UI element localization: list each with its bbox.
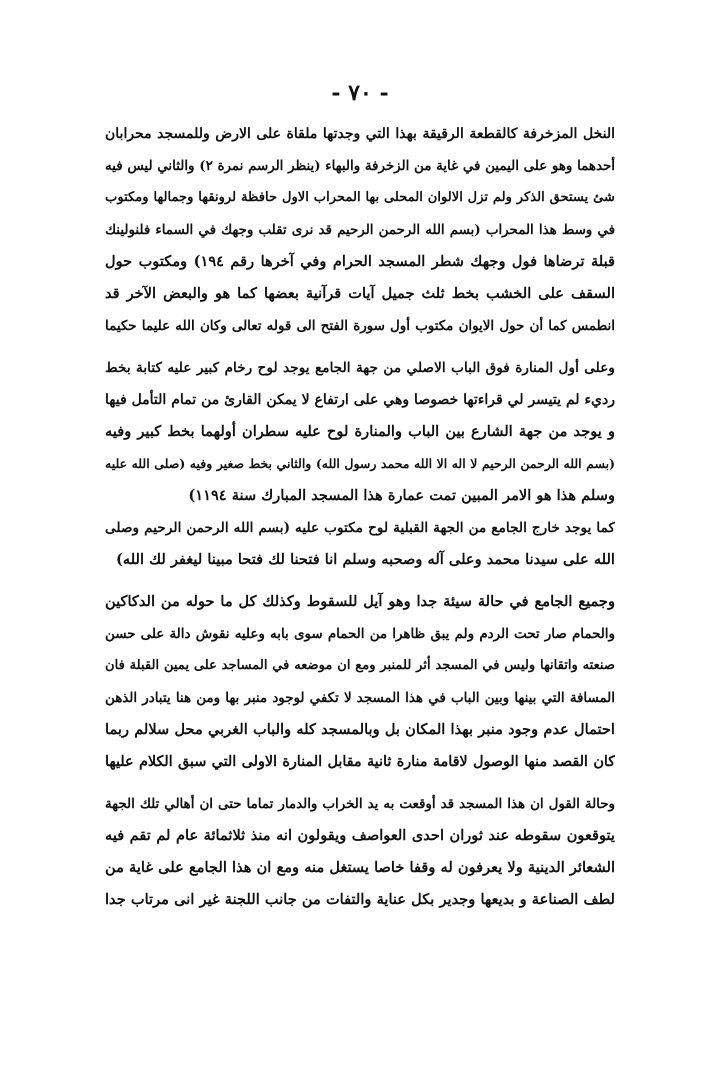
text-line: صنعته واتقانها وليس في المسجد أثر للمنبر ومع ان موضعه في المساجد على يمين القبلة فان (105, 658, 615, 673)
body-text (105, 118, 615, 916)
paragraph (105, 586, 615, 778)
text-line: (بسم الله الرحمن الرحيم لا اله الا الله محمد رسول الله) والثاني بخط صغير وفيه (صلى الله عليه (105, 456, 615, 471)
text-line: الله على سيدنا محمد وعلى آله وصحبه وسلم انا فتحنا لك فتحا مبينا ليغفر لك الله) (115, 551, 615, 568)
text-line: في وسط هذا المحراب (بسم الله الرحمن الرحيم قد نرى تقلب وجهك في السماء فلنولينك (105, 222, 615, 238)
text-line: كان القصد منها الوصول لاقامة منارة ثانية مقابل المنارة الاولى التي سبق الكلام عليها (105, 754, 615, 770)
text-line: وسلم هذا هو الامر المبين تمت عمارة هذا المسجد المبارك سنة ١١٩٤) (188, 487, 615, 504)
text-line: أحدهما وهو على اليمين في غاية من الزخرفة والبهاء (ينظر الرسم نمرة ٢) والثاني ليس فيه (105, 158, 615, 174)
text-line: شئ يستحق الذكر ولم تزل الالوان المحلى بها المحراب الاول حافظة لرونقها وجمالها ومكتوب (105, 190, 615, 205)
paragraph-gap (105, 576, 615, 586)
paragraph (105, 788, 615, 916)
text-line: النخل المزخرفة كالقطعة الرقيقة بهذا التي وجدتها ملقاة على الارض وللمسجد محرابان (105, 126, 615, 142)
paragraph-gap (105, 778, 615, 788)
paragraph-gap (105, 342, 615, 352)
text-line: و يوجد من جهة الشارع بين الباب والمنارة لوح عليه سطران أولهما بخط كبير وفيه (105, 423, 615, 440)
text-line: السقف على الخشب بخط ثلث جميل آيات قرآنية بعضها كما هو والبعض الآخر قد (105, 285, 615, 302)
text-line: يتوقعون سقوطه عند ثوران احدى العواصف ويقولون انه منذ ثلاثمائة عام لم تقم فيه (105, 827, 615, 844)
text-line: رديء لم يتيسر لي قراءتها خصوصا وهي على ارتفاع لا يمكن القارئ من تمام التأمل فيها (105, 392, 615, 408)
text-line: وعلى أول المنارة فوق الباب الاصلي من جهة الجامع يوجد لوح رخام كبير عليه كتابة بخط (105, 360, 615, 376)
text-line: وحالة القول ان هذا المسجد قد أوقعت به يد الخراب والدمار تماما حتى ان أهالي تلك الجهة (105, 796, 615, 812)
text-line: المسافة التي بينها وبين الباب في هذا المسجد لا تكفي لوجود منبر بها ومن هنا يتبادر الذهن (105, 690, 615, 706)
text-line: احتمال عدم وجود منبر بهذا المكان بل وبالمسجد كله والباب الغربي محل سلالم ربما (105, 721, 615, 738)
page-number: - ٧٠ - (331, 80, 389, 106)
text-line: الشعائر الدينية ولا يعرفون له وقفا خاصا يستغل منه ومع ان هذا الجامع على غاية من (105, 859, 615, 876)
text-line: كما يوجد خارج الجامع من الجهة القبلية لوح مكتوب عليه (بسم الله الرحمن الرحيم وصلى (105, 520, 615, 536)
paragraph (105, 352, 615, 512)
paragraph (105, 118, 615, 342)
paragraph (105, 512, 615, 576)
text-line: والحمام صار تحت الردم ولم يبق ظاهرا من الحمام سوى بابه وعليه نقوش دالة على حسن (105, 626, 615, 642)
text-line: لطف الصناعة و بديعها وجدير بكل عناية والتفات من جانب اللجنة غير انى مرتاب جدا (105, 891, 615, 908)
text-line: وجميع الجامع في حالة سيئة جدا وهو آيل للسقوط وكذلك كل ما حوله من الدكاكين (105, 593, 615, 610)
text-line: انطمس كما أن حول الايوان مكتوب أول سورة الفتح الى قوله تعالى وكان الله عليما حكيما (105, 318, 615, 334)
text-line: قبلة ترضاها فول وجهك شطر المسجد الحرام وفي آخرها رقم ١٩٤) ومكتوب حول (105, 253, 615, 270)
